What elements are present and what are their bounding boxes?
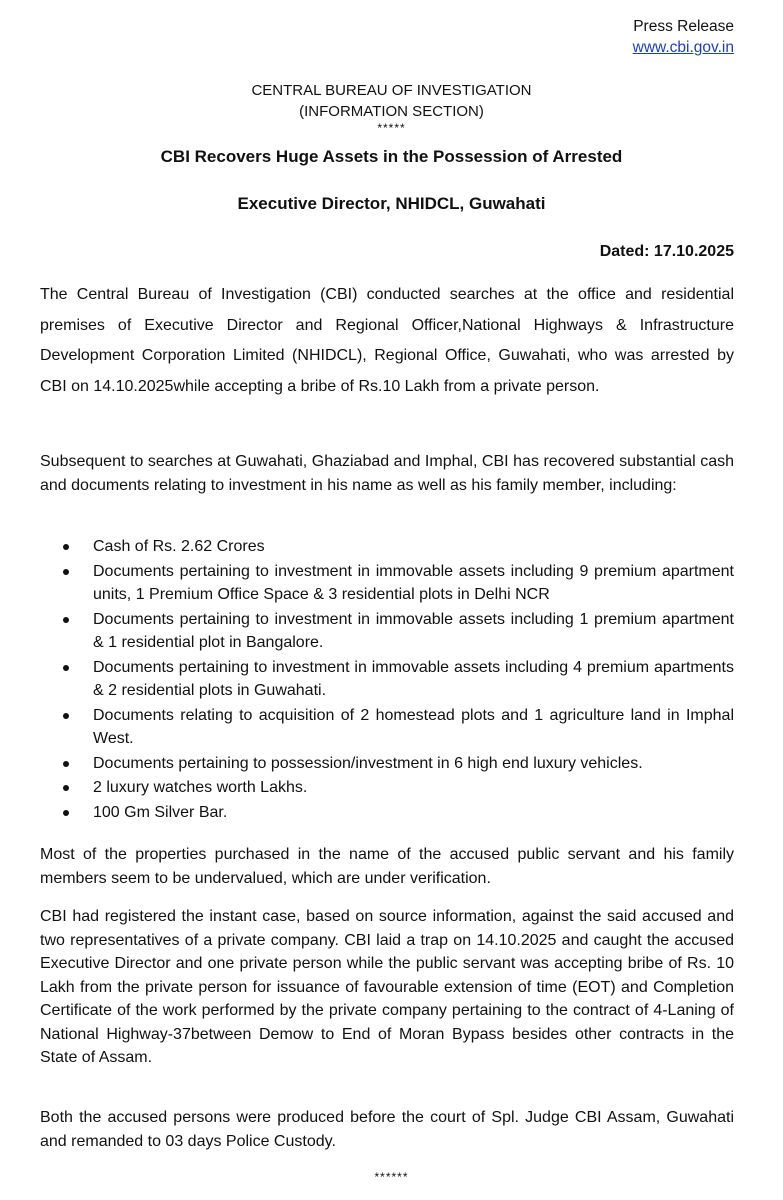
- list-item-text: Documents pertaining to investment in immovable assets including 1 premium apartment & 1 residential plot in Bangalore.: [93, 610, 734, 651]
- list-item: [40, 752, 734, 776]
- list-item-text: Cash of Rs. 2.62 Crores: [93, 538, 265, 555]
- bullet-icon: [63, 761, 69, 767]
- list-item-text: Documents pertaining to investment in immovable assets including 4 premium apartments & 2 residential plots in Guwahati.: [93, 658, 734, 699]
- bullet-icon: [63, 544, 69, 550]
- bullet-icon: [63, 713, 69, 719]
- list-item-text: 100 Gm Silver Bar.: [93, 803, 228, 821]
- headline-line-1: CBI Recovers Huge Assets in the Possession of Arrested: [160, 147, 623, 166]
- list-item-text: 2 luxury watches worth Lakhs.: [93, 779, 308, 796]
- paragraph-custody: Both the accused persons were produced before the court of Spl. Judge CBI Assam, Guwahati and remanded to 03 days Police Custody.: [40, 1109, 734, 1150]
- list-item: [40, 535, 734, 559]
- bullet-icon: [63, 810, 69, 816]
- press-release-header: [633, 16, 734, 58]
- bullet-icon: [63, 665, 69, 671]
- list-item: [40, 656, 734, 703]
- list-item-text: Documents pertaining to possession/investment in 6 high end luxury vehicles.: [93, 754, 643, 772]
- list-item: [40, 704, 734, 751]
- paragraph-intro: The Central Bureau of Investigation (CBI) conducted searches at the office and residential premises of Executive Director and Regional Officer,National Highways & Infrastructure Development Corporation Limited (NHIDCL), Regional Office, Guwahati, who was arrested by CBI on 14.10.2025while accepting a bribe of Rs.10 Lakh from a private person.: [40, 286, 734, 395]
- bullet-icon: [63, 617, 69, 623]
- list-item: [40, 801, 734, 825]
- agency-name: CENTRAL BUREAU OF INVESTIGATION: [251, 82, 532, 99]
- agency-heading: [0, 80, 783, 122]
- bullet-icon: [63, 785, 69, 791]
- recovered-assets-list: [40, 535, 734, 825]
- bullet-icon: [63, 569, 69, 575]
- headline-line-2: Executive Director, NHIDCL, Guwahati: [237, 194, 546, 213]
- header-separator: *****: [377, 121, 406, 135]
- press-release-label: Press Release: [633, 18, 734, 35]
- release-date: Dated: 17.10.2025: [599, 243, 734, 260]
- list-item-text: Documents pertaining to investment in immovable assets including 9 premium apartment units, 1 Premium Office Space & 3 residential plots in Delhi NCR: [93, 562, 734, 603]
- list-item: [40, 608, 734, 655]
- paragraph-undervalued: Most of the properties purchased in the name of the accused public servant and his family members seem to be undervalued, which are under verification.: [40, 846, 734, 887]
- website-link[interactable]: www.cbi.gov.in: [632, 39, 734, 56]
- paragraph-case-details: CBI had registered the instant case, based on source information, against the said accused and two representatives of a private company. CBI laid a trap on 14.10.2025 and caught the accused Executive Director and one private person while the public servant was accepting bribe of Rs. 10 Lakh from the private person for issuance of favourable extension of time (EOT) and Completion Certificate of the work performed by the private company pertaining to the contract of 4-Laning of National Highway-37between Demow to End of Moran Bypass besides other contracts in the State of Assam.: [40, 908, 734, 1066]
- footer-separator: ******: [374, 1170, 409, 1184]
- list-item: [40, 560, 734, 607]
- list-item: [40, 776, 734, 800]
- agency-section: (INFORMATION SECTION): [299, 103, 484, 120]
- list-item-text: Documents relating to acquisition of 2 homestead plots and 1 agriculture land in Imphal West.: [93, 706, 734, 747]
- paragraph-searches: Subsequent to searches at Guwahati, Ghaziabad and Imphal, CBI has recovered substantial cash and documents relating to investment in his name as well as his family member, including:: [40, 453, 734, 494]
